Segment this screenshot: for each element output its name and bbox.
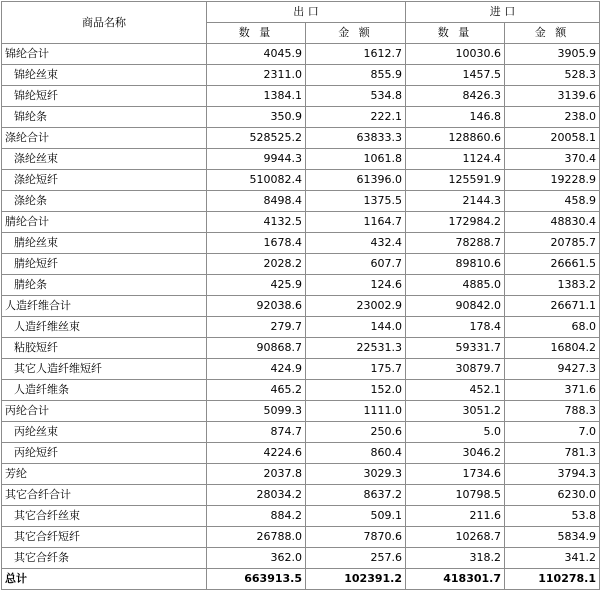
export-amount-cell: 63833.3 <box>306 128 406 149</box>
table-row <box>2 86 600 107</box>
product-name-cell: 芳纶 <box>2 464 207 485</box>
import-amount-cell: 458.9 <box>505 191 600 212</box>
import-amount-cell: 371.6 <box>505 380 600 401</box>
export-quantity-cell: 4224.6 <box>207 443 306 464</box>
export-amount-cell: 607.7 <box>306 254 406 275</box>
import-amount-cell: 238.0 <box>505 107 600 128</box>
import-amount-cell: 68.0 <box>505 317 600 338</box>
export-amount-cell: 222.1 <box>306 107 406 128</box>
table-row <box>2 401 600 422</box>
export-quantity-cell: 424.9 <box>207 359 306 380</box>
table-row <box>2 317 600 338</box>
export-amount-cell: 8637.2 <box>306 485 406 506</box>
product-name-header: 商品名称 <box>2 2 207 44</box>
total-import-amount-cell: 110278.1 <box>505 569 600 590</box>
import-amount-cell: 528.3 <box>505 65 600 86</box>
import-quantity-cell: 3046.2 <box>406 443 505 464</box>
export-amount-cell: 61396.0 <box>306 170 406 191</box>
product-name-cell: 涤纶合计 <box>2 128 207 149</box>
import-quantity-cell: 318.2 <box>406 548 505 569</box>
product-name-cell: 锦纶短纤 <box>2 86 207 107</box>
import-quantity-cell: 1457.5 <box>406 65 505 86</box>
table-row <box>2 233 600 254</box>
table-row <box>2 380 600 401</box>
export-quantity-cell: 26788.0 <box>207 527 306 548</box>
product-name-cell: 涤纶短纤 <box>2 170 207 191</box>
export-quantity-cell: 528525.2 <box>207 128 306 149</box>
export-amount-cell: 432.4 <box>306 233 406 254</box>
table-row <box>2 191 600 212</box>
export-quantity-cell: 8498.4 <box>207 191 306 212</box>
import-quantity-header: 数 量 <box>406 23 505 44</box>
table-header <box>2 2 600 44</box>
export-quantity-cell: 279.7 <box>207 317 306 338</box>
import-quantity-cell: 178.4 <box>406 317 505 338</box>
import-quantity-cell: 146.8 <box>406 107 505 128</box>
product-name-cell: 丙纶短纤 <box>2 443 207 464</box>
import-amount-cell: 3139.6 <box>505 86 600 107</box>
import-quantity-cell: 3051.2 <box>406 401 505 422</box>
import-amount-cell: 6230.0 <box>505 485 600 506</box>
import-amount-cell: 370.4 <box>505 149 600 170</box>
table-body <box>2 44 600 590</box>
import-quantity-cell: 172984.2 <box>406 212 505 233</box>
import-amount-cell: 3905.9 <box>505 44 600 65</box>
import-amount-cell: 20785.7 <box>505 233 600 254</box>
export-amount-cell: 250.6 <box>306 422 406 443</box>
export-quantity-cell: 5099.3 <box>207 401 306 422</box>
table-row <box>2 170 600 191</box>
export-amount-cell: 1061.8 <box>306 149 406 170</box>
export-amount-cell: 1111.0 <box>306 401 406 422</box>
total-export-amount-cell: 102391.2 <box>306 569 406 590</box>
export-amount-cell: 152.0 <box>306 380 406 401</box>
product-name-cell: 腈纶丝束 <box>2 233 207 254</box>
export-amount-cell: 7870.6 <box>306 527 406 548</box>
table-row <box>2 212 600 233</box>
import-quantity-cell: 78288.7 <box>406 233 505 254</box>
product-name-cell: 其它合纤短纤 <box>2 527 207 548</box>
product-name-cell: 锦纶合计 <box>2 44 207 65</box>
export-header: 出 口 <box>207 2 406 23</box>
export-amount-cell: 175.7 <box>306 359 406 380</box>
table-row <box>2 506 600 527</box>
table-row <box>2 296 600 317</box>
product-name-cell: 腈纶条 <box>2 275 207 296</box>
product-name-cell: 丙纶丝束 <box>2 422 207 443</box>
export-amount-cell: 1375.5 <box>306 191 406 212</box>
import-quantity-cell: 211.6 <box>406 506 505 527</box>
table-row <box>2 149 600 170</box>
import-quantity-cell: 30879.7 <box>406 359 505 380</box>
product-name-cell: 锦纶条 <box>2 107 207 128</box>
table-row <box>2 44 600 65</box>
export-quantity-cell: 465.2 <box>207 380 306 401</box>
export-amount-cell: 23002.9 <box>306 296 406 317</box>
import-quantity-cell: 10268.7 <box>406 527 505 548</box>
total-import-quantity-cell: 418301.7 <box>406 569 505 590</box>
import-amount-cell: 341.2 <box>505 548 600 569</box>
fiber-trade-table <box>1 1 600 590</box>
product-name-cell: 其它合纤条 <box>2 548 207 569</box>
product-name-cell: 其它合纤合计 <box>2 485 207 506</box>
export-quantity-cell: 4045.9 <box>207 44 306 65</box>
export-quantity-cell: 350.9 <box>207 107 306 128</box>
import-amount-cell: 16804.2 <box>505 338 600 359</box>
import-quantity-cell: 8426.3 <box>406 86 505 107</box>
table-row <box>2 527 600 548</box>
export-amount-cell: 1612.7 <box>306 44 406 65</box>
import-header: 进 口 <box>406 2 600 23</box>
export-amount-cell: 1164.7 <box>306 212 406 233</box>
product-name-cell: 其它人造纤维短纤 <box>2 359 207 380</box>
export-quantity-cell: 362.0 <box>207 548 306 569</box>
import-quantity-cell: 5.0 <box>406 422 505 443</box>
total-export-quantity-cell: 663913.5 <box>207 569 306 590</box>
table-row <box>2 485 600 506</box>
table-row <box>2 443 600 464</box>
import-amount-cell: 9427.3 <box>505 359 600 380</box>
table-row <box>2 275 600 296</box>
export-quantity-cell: 425.9 <box>207 275 306 296</box>
product-name-cell: 腈纶短纤 <box>2 254 207 275</box>
export-quantity-cell: 9944.3 <box>207 149 306 170</box>
table-row <box>2 548 600 569</box>
export-amount-cell: 509.1 <box>306 506 406 527</box>
import-quantity-cell: 125591.9 <box>406 170 505 191</box>
import-amount-cell: 788.3 <box>505 401 600 422</box>
export-quantity-cell: 1678.4 <box>207 233 306 254</box>
export-quantity-cell: 1384.1 <box>207 86 306 107</box>
import-amount-cell: 5834.9 <box>505 527 600 548</box>
import-amount-cell: 781.3 <box>505 443 600 464</box>
export-quantity-cell: 874.7 <box>207 422 306 443</box>
import-quantity-cell: 452.1 <box>406 380 505 401</box>
product-name-cell: 粘胶短纤 <box>2 338 207 359</box>
table-row <box>2 359 600 380</box>
export-amount-cell: 124.6 <box>306 275 406 296</box>
export-amount-cell: 3029.3 <box>306 464 406 485</box>
export-quantity-cell: 90868.7 <box>207 338 306 359</box>
product-name-cell: 丙纶合计 <box>2 401 207 422</box>
export-amount-cell: 534.8 <box>306 86 406 107</box>
export-quantity-cell: 92038.6 <box>207 296 306 317</box>
export-amount-cell: 257.6 <box>306 548 406 569</box>
import-amount-cell: 48830.4 <box>505 212 600 233</box>
export-quantity-cell: 2037.8 <box>207 464 306 485</box>
export-amount-cell: 22531.3 <box>306 338 406 359</box>
export-amount-cell: 144.0 <box>306 317 406 338</box>
export-amount-cell: 860.4 <box>306 443 406 464</box>
import-quantity-cell: 4885.0 <box>406 275 505 296</box>
product-name-cell: 涤纶条 <box>2 191 207 212</box>
import-quantity-cell: 2144.3 <box>406 191 505 212</box>
import-quantity-cell: 1734.6 <box>406 464 505 485</box>
total-row <box>2 569 600 590</box>
export-quantity-cell: 2028.2 <box>207 254 306 275</box>
table-row <box>2 464 600 485</box>
table-row <box>2 254 600 275</box>
export-quantity-cell: 2311.0 <box>207 65 306 86</box>
import-quantity-cell: 10030.6 <box>406 44 505 65</box>
product-name-cell: 人造纤维条 <box>2 380 207 401</box>
export-quantity-cell: 510082.4 <box>207 170 306 191</box>
product-name-cell: 其它合纤丝束 <box>2 506 207 527</box>
table-row <box>2 107 600 128</box>
import-amount-cell: 26671.1 <box>505 296 600 317</box>
export-amount-header: 金 额 <box>306 23 406 44</box>
export-quantity-cell: 4132.5 <box>207 212 306 233</box>
import-amount-cell: 19228.9 <box>505 170 600 191</box>
product-name-cell: 人造纤维合计 <box>2 296 207 317</box>
product-name-cell: 锦纶丝束 <box>2 65 207 86</box>
table-row <box>2 422 600 443</box>
export-quantity-cell: 28034.2 <box>207 485 306 506</box>
import-amount-cell: 53.8 <box>505 506 600 527</box>
total-label: 总计 <box>2 569 207 590</box>
import-amount-cell: 1383.2 <box>505 275 600 296</box>
import-amount-cell: 3794.3 <box>505 464 600 485</box>
table-row <box>2 338 600 359</box>
import-quantity-cell: 10798.5 <box>406 485 505 506</box>
product-name-cell: 涤纶丝束 <box>2 149 207 170</box>
table-row <box>2 65 600 86</box>
import-amount-cell: 26661.5 <box>505 254 600 275</box>
import-quantity-cell: 59331.7 <box>406 338 505 359</box>
export-quantity-header: 数 量 <box>207 23 306 44</box>
import-amount-cell: 20058.1 <box>505 128 600 149</box>
import-amount-cell: 7.0 <box>505 422 600 443</box>
import-quantity-cell: 89810.6 <box>406 254 505 275</box>
product-name-cell: 人造纤维丝束 <box>2 317 207 338</box>
table-row <box>2 128 600 149</box>
product-name-cell: 腈纶合计 <box>2 212 207 233</box>
import-quantity-cell: 128860.6 <box>406 128 505 149</box>
export-amount-cell: 855.9 <box>306 65 406 86</box>
import-amount-header: 金 额 <box>505 23 600 44</box>
import-quantity-cell: 1124.4 <box>406 149 505 170</box>
import-quantity-cell: 90842.0 <box>406 296 505 317</box>
export-quantity-cell: 884.2 <box>207 506 306 527</box>
